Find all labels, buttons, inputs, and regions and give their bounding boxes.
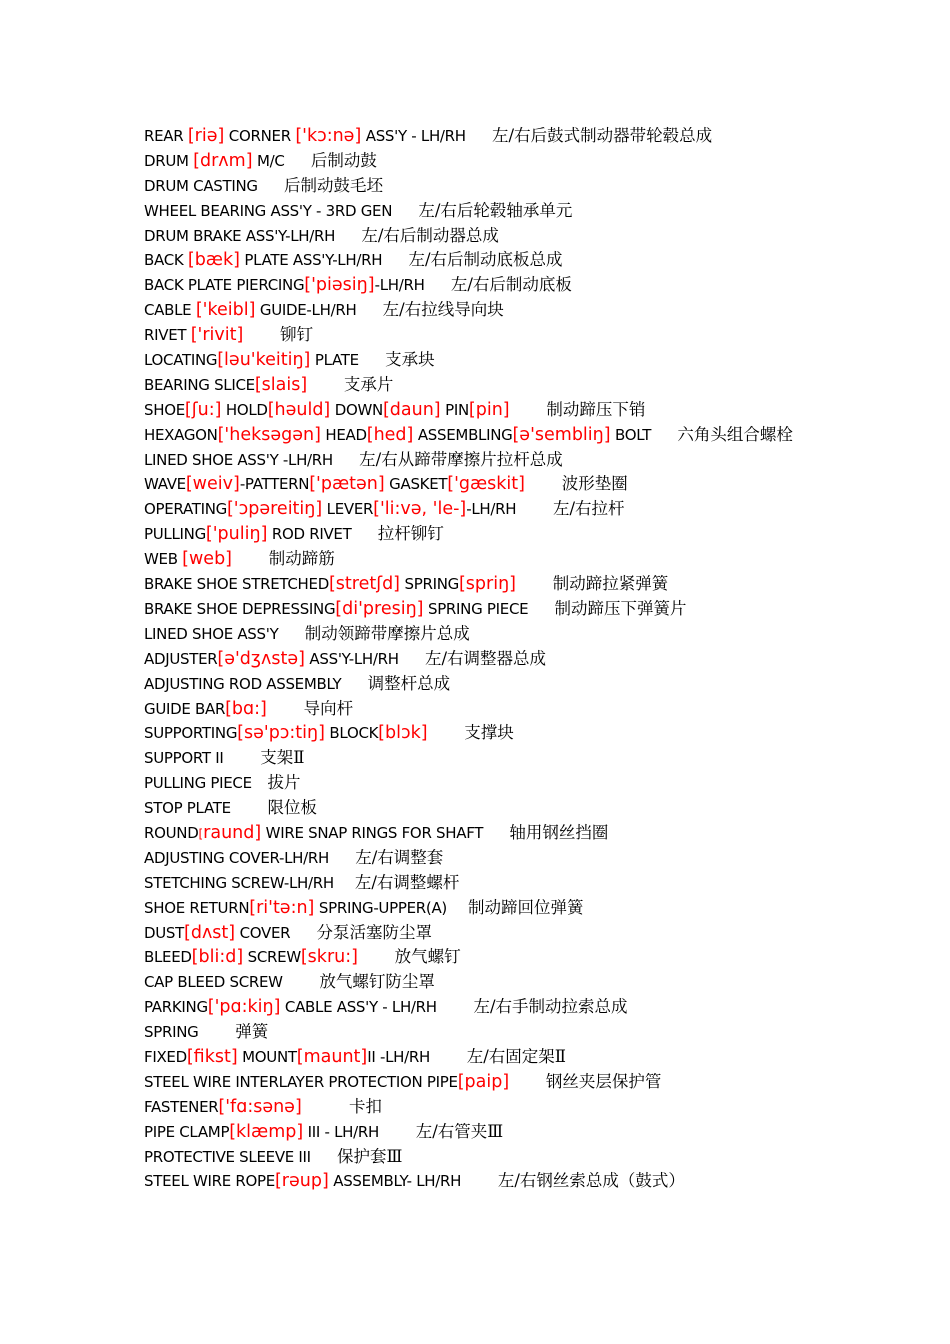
glossary-entry	[144, 697, 884, 722]
spacer	[351, 524, 377, 543]
phonetic: ['pɑ:kiŋ]	[207, 997, 281, 1018]
spacer	[483, 823, 509, 842]
glossary-entry	[144, 149, 884, 174]
term-english: ADJUSTER	[144, 649, 218, 668]
term-english: WAVE	[144, 475, 186, 494]
term-chinese: 六角头组合螺栓	[677, 424, 793, 444]
term-english: CABLE	[144, 301, 196, 320]
term-chinese: 左/右后鼓式制动器带轮毂总成	[492, 126, 713, 145]
phonetic: [ə'sembliŋ]	[512, 424, 611, 445]
term-english: BACK PLATE PIERCING	[144, 276, 305, 295]
term-chinese: 保护套Ⅲ	[337, 1146, 403, 1166]
term-english: ADJUSTING ROD ASSEMBLY	[144, 674, 342, 693]
term-english: SUPPORT II	[144, 749, 224, 768]
phonetic: [di'presiŋ]	[335, 598, 424, 619]
term-chinese: 弹簧	[235, 1022, 269, 1042]
glossary-entry	[144, 821, 884, 846]
spacer	[510, 400, 547, 419]
term-english: PROTECTIVE SLEEVE III	[144, 1147, 311, 1166]
glossary-entry	[144, 373, 884, 398]
term-english: FIXED	[144, 1047, 187, 1066]
glossary-entry	[144, 448, 884, 473]
term-chinese: 支架Ⅱ	[260, 748, 305, 768]
spacer	[516, 574, 553, 593]
term-chinese: 左/右调整器总成	[425, 648, 547, 668]
term-chinese: 轴用钢丝挡圈	[509, 822, 609, 842]
term-chinese: 放气螺钉	[394, 947, 461, 967]
term-english: -LH/RH	[374, 276, 425, 295]
spacer	[399, 649, 425, 668]
glossary-entry	[144, 1045, 884, 1070]
phonetic: [ʃu:]	[184, 399, 222, 420]
term-english: LEVER	[322, 500, 374, 519]
phonetic: [blɔk]	[378, 723, 428, 744]
spacer	[379, 1122, 416, 1141]
glossary-entry	[144, 746, 884, 771]
term-english: HEAD	[320, 425, 367, 444]
phonetic: ['ɔpəreitiŋ]	[226, 499, 323, 520]
glossary-entry	[144, 846, 884, 871]
phonetic: [ə'dʒʌstə]	[217, 648, 305, 669]
phonetic: [klæmp]	[229, 1121, 304, 1142]
term-chinese: 铆钉	[280, 325, 314, 345]
glossary-entry	[144, 224, 884, 249]
glossary-entry	[144, 970, 884, 995]
term-english: DRUM	[144, 151, 194, 170]
term-english: PIPE CLAMP	[144, 1122, 230, 1141]
term-english: MOUNT	[237, 1047, 297, 1066]
term-english: ASSEMBLY- LH/RH	[328, 1172, 462, 1191]
glossary-entry	[144, 1169, 884, 1194]
spacer	[447, 898, 468, 917]
glossary-entry	[144, 174, 884, 199]
spacer	[359, 350, 385, 369]
term-chinese: 左/右管夹Ⅲ	[415, 1121, 504, 1141]
term-chinese: 分泵活塞防尘罩	[316, 922, 433, 942]
phonetic: [skru:]	[300, 947, 358, 968]
term-english: M/C	[252, 151, 285, 170]
term-chinese: 支承片	[343, 374, 394, 394]
term-chinese: 左/右后制动底板	[450, 275, 572, 295]
term-english: -PATTERN	[239, 475, 310, 494]
term-chinese: 制动蹄回位弹簧	[467, 897, 584, 917]
phonetic: [fikst]	[186, 1046, 238, 1067]
phonetic: [stretʃd]	[328, 574, 401, 595]
glossary-entry	[144, 572, 884, 597]
term-english: LINED SHOE ASS'Y	[144, 624, 279, 643]
term-english: BRAKE SHOE DEPRESSING	[144, 599, 336, 618]
term-english: ASS'Y-LH/RH	[304, 649, 399, 668]
glossary-entry	[144, 771, 884, 796]
glossary-entry	[144, 472, 884, 497]
spacer	[283, 972, 320, 991]
term-english: OPERATING	[144, 500, 227, 519]
term-english: HOLD	[221, 400, 268, 419]
term-chinese: 制动蹄压下销	[546, 399, 646, 419]
glossary-entry	[144, 921, 884, 946]
term-chinese: 钢丝夹层保护管	[545, 1071, 662, 1091]
spacer	[525, 474, 562, 493]
term-english: ADJUSTING COVER-LH/RH	[144, 848, 330, 867]
term-english: BRAKE SHOE STRETCHED	[144, 575, 329, 594]
term-chinese: 后制动鼓	[310, 150, 377, 170]
term-english: STOP PLATE	[144, 799, 231, 818]
term-chinese: 波形垫圈	[561, 474, 628, 494]
phonetic: [bli:d]	[191, 947, 244, 968]
term-chinese: 左/右拉线导向块	[382, 300, 504, 320]
glossary-document	[144, 124, 884, 1194]
phonetic: [pin]	[468, 399, 510, 420]
phonetic: [ləu'keitiŋ]	[217, 350, 311, 371]
spacer	[267, 699, 304, 718]
phonetic: ['kɔ:nə]	[295, 126, 362, 146]
glossary-entry	[144, 721, 884, 746]
phonetic: [web]	[182, 549, 233, 570]
phonetic: [riə]	[187, 126, 225, 146]
term-english: COVER	[235, 923, 291, 942]
phonetic: ['li:və, 'le-]	[373, 499, 467, 520]
term-chinese: 左/右固定架Ⅱ	[466, 1046, 566, 1066]
term-english: LOCATING	[144, 351, 218, 370]
term-english: SCREW	[243, 948, 301, 967]
term-chinese: 制动领蹄带摩擦片总成	[304, 623, 470, 643]
term-chinese: 后制动鼓毛坯	[283, 175, 383, 195]
term-english: SUPPORTING	[144, 724, 238, 743]
phonetic: raund]	[203, 822, 262, 843]
term-english: III - LH/RH	[303, 1122, 379, 1141]
spacer	[307, 375, 344, 394]
spacer	[290, 923, 316, 942]
spacer	[425, 275, 451, 294]
term-english: CORNER	[224, 127, 296, 145]
phonetic: [slais]	[254, 374, 308, 395]
term-english: PULLING	[144, 525, 206, 544]
spacer	[430, 1047, 467, 1066]
glossary-entry	[144, 1120, 884, 1145]
term-english: LINED SHOE ASS'Y -LH/RH	[144, 450, 333, 469]
spacer	[335, 226, 361, 245]
term-english: SPRING PIECE	[423, 599, 529, 618]
phonetic: [sə'pɔ:tiŋ]	[237, 723, 325, 744]
term-english: CABLE ASS'Y - LH/RH	[280, 998, 437, 1017]
term-english: PULLING PIECE	[144, 774, 252, 793]
term-chinese: 左/右拉杆	[553, 499, 625, 519]
term-english: GUIDE-LH/RH	[255, 301, 357, 320]
spacer	[461, 1171, 498, 1190]
glossary-entry	[144, 896, 884, 921]
glossary-entry	[144, 1020, 884, 1045]
phonetic: ['piəsiŋ]	[304, 275, 375, 296]
glossary-entry	[144, 273, 884, 298]
term-english: PLATE ASS'Y-LH/RH	[239, 251, 383, 270]
spacer	[528, 599, 554, 618]
term-english: WHEEL BEARING ASS'Y - 3RD GEN	[144, 201, 393, 220]
term-chinese: 制动蹄拉紧弹簧	[552, 574, 669, 594]
glossary-entry	[144, 348, 884, 373]
glossary-entry	[144, 298, 884, 323]
phonetic: [maunt]	[296, 1046, 368, 1067]
glossary-entry	[144, 323, 884, 348]
term-english: SPRING-UPPER(A)	[314, 898, 447, 917]
spacer	[224, 748, 261, 767]
spacer	[651, 425, 677, 444]
phonetic: ['pætən]	[309, 474, 385, 495]
term-english: II -LH/RH	[367, 1047, 430, 1066]
phonetic: ['heksəgən]	[217, 424, 321, 445]
spacer	[392, 201, 418, 220]
glossary-entry	[144, 1095, 884, 1120]
spacer	[232, 549, 269, 568]
term-chinese: 支承块	[385, 350, 435, 370]
glossary-entry	[144, 995, 884, 1020]
term-chinese: 左/右调整套	[355, 847, 444, 867]
term-english: FASTENER	[144, 1097, 219, 1116]
glossary-entry	[144, 871, 884, 896]
term-chinese: 导向杆	[303, 698, 354, 718]
term-chinese: 左/右调整螺杆	[354, 872, 460, 892]
term-chinese: 拔片	[267, 773, 301, 793]
phonetic: ['rivit]	[190, 325, 244, 346]
term-chinese: 拉杆铆钉	[377, 524, 444, 544]
term-english: RIVET	[144, 326, 191, 345]
spacer	[358, 947, 395, 966]
glossary-entry	[144, 1145, 884, 1170]
term-chinese: 制动蹄筋	[268, 549, 335, 569]
spacer	[466, 126, 492, 145]
term-english: GUIDE BAR	[144, 699, 226, 718]
phonetic: [bɑ:]	[225, 698, 267, 719]
spacer	[428, 723, 465, 742]
phonetic: [weiv]	[185, 474, 240, 495]
phonetic: ['keibl]	[195, 300, 256, 321]
term-english: STEEL WIRE INTERLAYER PROTECTION PIPE	[144, 1072, 458, 1091]
spacer	[382, 250, 408, 269]
term-english: HEXAGON	[144, 425, 218, 444]
phonetic: [daun]	[382, 399, 441, 420]
phonetic: [ri'tə:n]	[249, 897, 315, 918]
term-chinese: 左/右钢丝索总成（鼓式）	[497, 1171, 685, 1191]
glossary-entry	[144, 796, 884, 821]
phonetic: [	[198, 826, 204, 841]
glossary-entry	[144, 497, 884, 522]
glossary-entry	[144, 124, 884, 149]
term-english: GASKET	[384, 475, 448, 494]
term-english: DOWN	[330, 400, 383, 419]
term-chinese: 调整杆总成	[367, 673, 451, 693]
phonetic: ['fɑ:sənə]	[218, 1096, 302, 1117]
term-chinese: 支撑块	[464, 723, 514, 743]
glossary-entry	[144, 597, 884, 622]
term-english: ROD RIVET	[267, 525, 352, 544]
spacer	[341, 674, 367, 693]
term-english: -LH/RH	[466, 500, 517, 519]
glossary-entry	[144, 1070, 884, 1095]
glossary-entry	[144, 945, 884, 970]
term-english: STEEL WIRE ROPE	[144, 1172, 275, 1191]
glossary-entry	[144, 398, 884, 423]
glossary-entry	[144, 622, 884, 647]
phonetic: [drʌm]	[193, 150, 253, 171]
spacer	[278, 624, 304, 643]
phonetic: [rəup]	[274, 1171, 329, 1192]
spacer	[311, 1147, 337, 1166]
term-english: DRUM CASTING	[144, 176, 258, 195]
term-english: BACK	[144, 251, 188, 270]
term-chinese: 放气螺钉防尘罩	[319, 972, 435, 992]
term-english: BLOCK	[324, 724, 379, 743]
term-english: DUST	[144, 923, 185, 942]
phonetic: [dʌst]	[184, 922, 236, 943]
term-chinese: 卡扣	[349, 1096, 382, 1116]
term-chinese: 左/右从蹄带摩擦片拉杆总成	[359, 449, 563, 469]
term-english: BLEED	[144, 948, 192, 967]
term-chinese: 左/右后制动器总成	[361, 225, 499, 245]
term-english: SPRING	[400, 575, 459, 594]
glossary-entry	[144, 522, 884, 547]
term-english: DRUM BRAKE ASS'Y-LH/RH	[144, 226, 336, 245]
glossary-entry	[144, 672, 884, 697]
glossary-entry	[144, 199, 884, 224]
spacer	[334, 873, 355, 892]
phonetic: [paip]	[457, 1071, 510, 1092]
spacer	[198, 1022, 235, 1041]
term-english: PLATE	[310, 351, 359, 370]
term-chinese: 左/右手制动拉索总成	[473, 997, 628, 1017]
spacer	[329, 848, 355, 867]
term-chinese: 限位板	[267, 798, 318, 818]
term-english: PIN	[440, 400, 469, 419]
phonetic: [hed]	[366, 424, 414, 445]
phonetic: ['puliŋ]	[205, 524, 268, 545]
term-english: STETCHING SCREW-LH/RH	[144, 873, 334, 892]
term-chinese: 制动蹄压下弹簧片	[554, 598, 687, 618]
glossary-entry	[144, 647, 884, 672]
spacer	[252, 773, 268, 792]
phonetic: [bæk]	[187, 250, 240, 271]
phonetic: ['gæskit]	[447, 474, 525, 495]
term-chinese: 左/右后制动底板总成	[408, 250, 563, 270]
glossary-entry	[144, 547, 884, 572]
term-english: REAR	[144, 127, 188, 145]
phonetic: [həuld]	[267, 399, 331, 420]
spacer	[356, 300, 382, 319]
spacer	[243, 325, 280, 344]
spacer	[258, 176, 284, 195]
term-english: CAP BLEED SCREW	[144, 973, 283, 992]
term-english: BEARING SLICE	[144, 375, 255, 394]
term-english: SHOE RETURN	[144, 898, 250, 917]
term-english: ASS'Y - LH/RH	[361, 127, 466, 145]
term-english: PARKING	[144, 998, 208, 1017]
spacer	[302, 1097, 349, 1116]
spacer	[333, 450, 359, 469]
term-english: SHOE	[144, 400, 185, 419]
term-chinese: 左/右后轮毂轴承单元	[418, 200, 573, 220]
term-english: SPRING	[144, 1023, 199, 1042]
term-english: WIRE SNAP RINGS FOR SHAFT	[261, 823, 484, 842]
phonetic: [spriŋ]	[458, 574, 516, 595]
spacer	[285, 151, 311, 170]
term-english: WEB	[144, 550, 183, 569]
glossary-entry	[144, 423, 884, 448]
glossary-entry	[144, 248, 884, 273]
spacer	[437, 997, 474, 1016]
term-english: BOLT	[610, 425, 652, 444]
spacer	[516, 499, 553, 518]
term-english: ROUND	[144, 823, 199, 842]
term-english: ASSEMBLING	[413, 425, 513, 444]
spacer	[509, 1072, 546, 1091]
spacer	[231, 798, 268, 817]
